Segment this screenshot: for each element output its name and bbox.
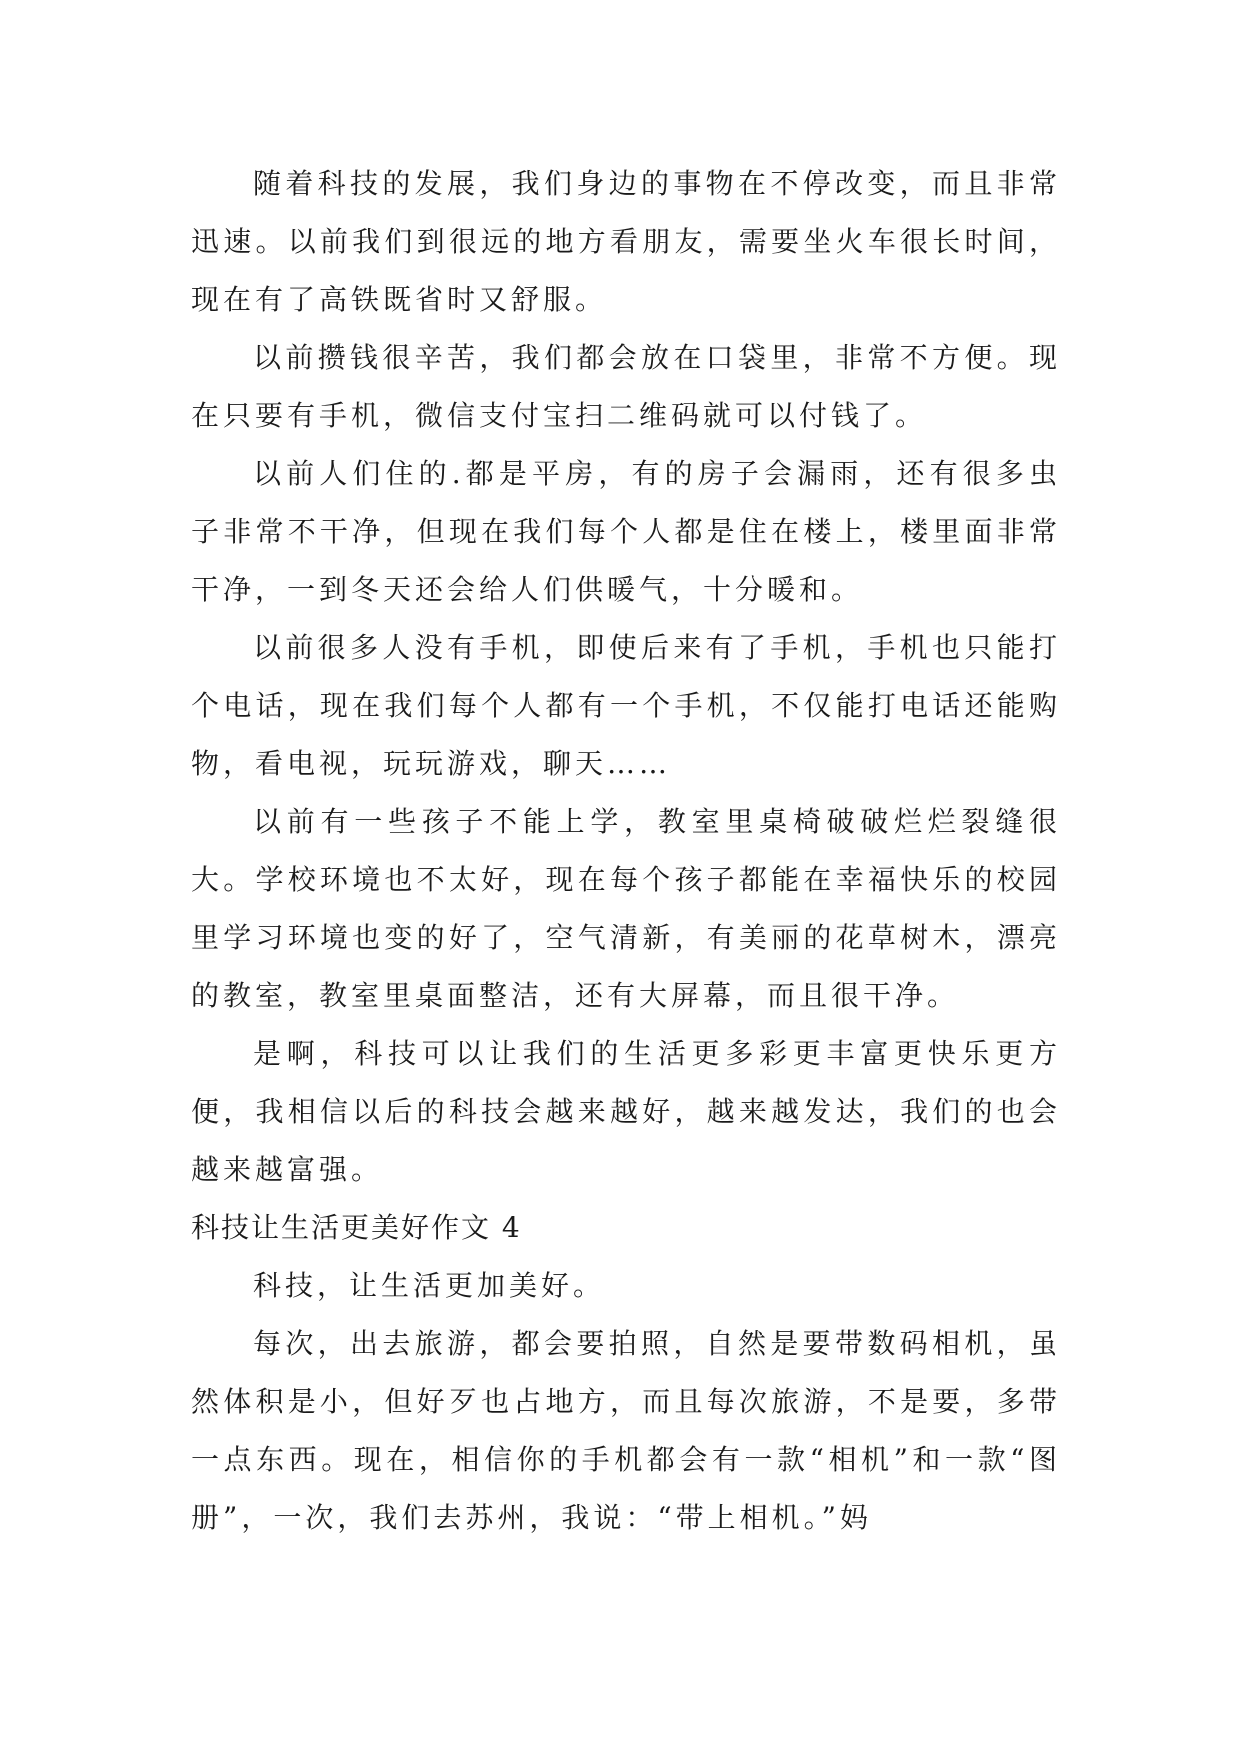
paragraph-1: 随着科技的发展，我们身边的事物在不停改变，而且非常迅速。以前我们到很远的地方看朋友，需要坐火车很长时间，现在有了高铁既省时又舒服。 (191, 167, 1061, 316)
section-paragraph-1: 科技，让生活更加美好。 (253, 1269, 606, 1302)
section-heading: 科技让生活更美好作文 4 (191, 1211, 522, 1244)
paragraph-2: 以前攒钱很辛苦，我们都会放在口袋里，非常不方便。现在只要有手机，微信支付宝扫二维码就可以付钱了。 (191, 341, 1061, 432)
paragraph-4: 以前很多人没有手机，即使后来有了手机，手机也只能打个电话，现在我们每个人都有一个手机，不仅能打电话还能购物，看电视，玩玩游戏，聊天…… (191, 631, 1061, 780)
section-paragraph-2: 每次，出去旅游，都会要拍照，自然是要带数码相机，虽然体积是小，但好歹也占地方，而且每次旅游，不是要，多带一点东西。现在，相信你的手机都会有一款“相机”和一款“图册”，一次，我们去苏州，我说：“带上相机。”妈 (191, 1327, 1061, 1534)
document-body (191, 155, 1061, 1547)
paragraph-5: 以前有一些孩子不能上学，教室里桌椅破破烂烂裂缝很大。学校环境也不太好，现在每个孩子都能在幸福快乐的校园里学习环境也变的好了，空气清新，有美丽的花草树木，漂亮的教室，教室里桌面整洁，还有大屏幕，而且很干净。 (191, 805, 1061, 1012)
paragraph-3: 以前人们住的.都是平房，有的房子会漏雨，还有很多虫子非常不干净，但现在我们每个人都是住在楼上，楼里面非常干净，一到冬天还会给人们供暖气，十分暖和。 (191, 457, 1061, 606)
paragraph-6: 是啊，科技可以让我们的生活更多彩更丰富更快乐更方便，我相信以后的科技会越来越好，越来越发达，我们的也会越来越富强。 (191, 1037, 1061, 1186)
